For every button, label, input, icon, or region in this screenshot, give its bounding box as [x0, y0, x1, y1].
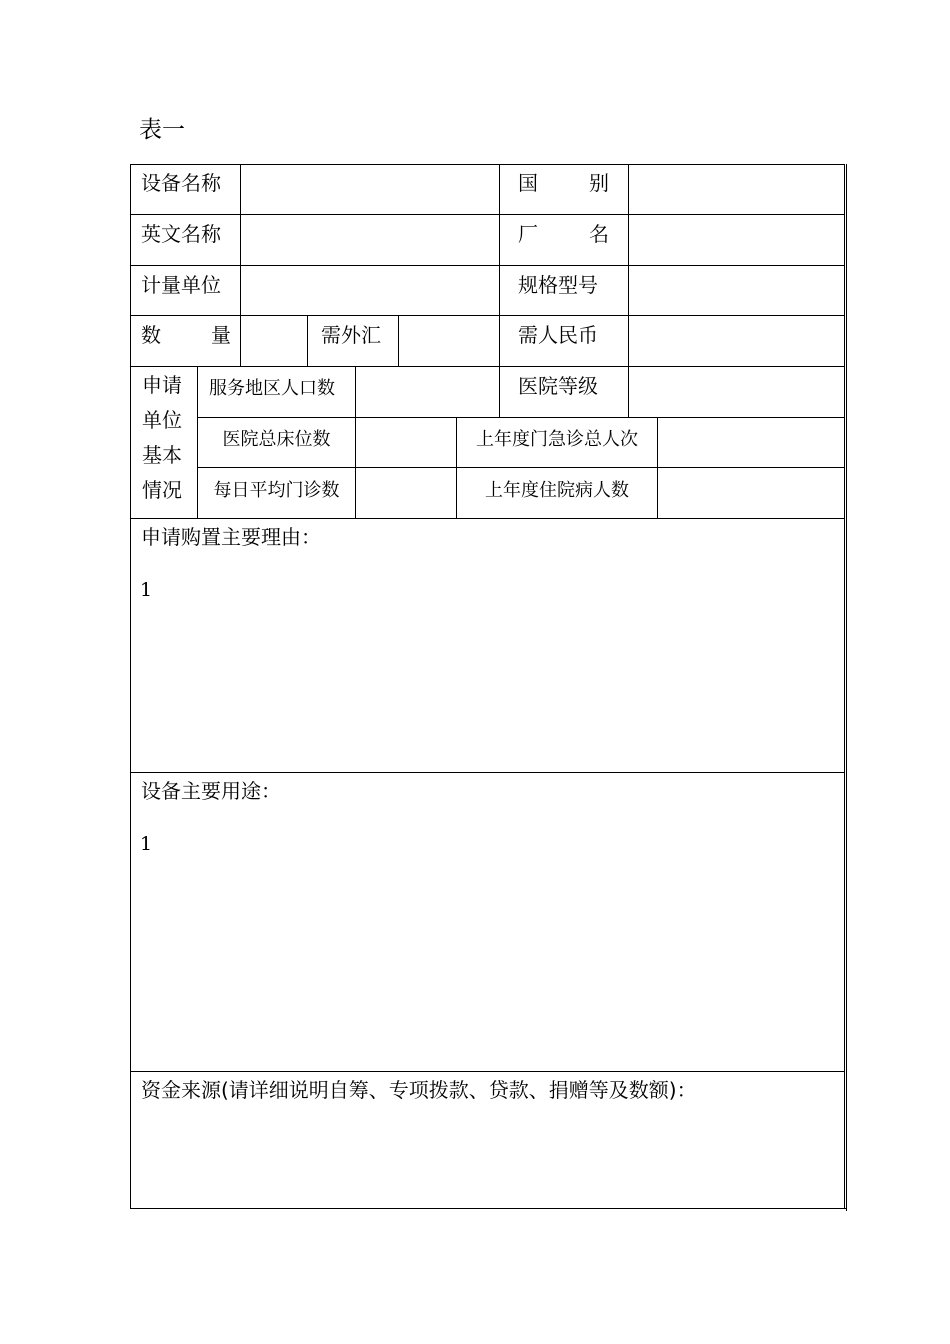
purchase-reason-value: 1 [140, 579, 153, 601]
row-divider [130, 1071, 845, 1072]
applicant-info-label-line: 单位 [142, 408, 182, 432]
service-population-label: 服务地区人口数 [209, 378, 335, 399]
manufacturer-field[interactable] [629, 215, 844, 265]
hospital-grade-field[interactable] [629, 367, 844, 417]
applicant-info-label-line: 申请 [142, 373, 182, 397]
table-border-bottom [130, 1208, 846, 1209]
quantity-field[interactable] [241, 316, 307, 366]
country-label-char-1: 国 [518, 171, 538, 195]
column-divider [499, 164, 500, 417]
foreign-currency-label: 需外汇 [321, 323, 381, 347]
rmb-label: 需人民币 [518, 323, 598, 347]
last-year-inpatient-field[interactable] [658, 468, 844, 518]
english-name-field[interactable] [241, 215, 499, 265]
spec-model-label: 规格型号 [518, 273, 598, 297]
total-beds-field[interactable] [356, 418, 456, 467]
quantity-label-char-2: 量 [211, 323, 231, 347]
manufacturer-label-char-1: 厂 [518, 222, 538, 246]
table-border-right-outer [846, 164, 847, 1211]
daily-outpatient-field[interactable] [356, 468, 456, 518]
hospital-grade-label: 医院等级 [518, 374, 598, 398]
row-divider [130, 772, 845, 773]
main-use-label: 设备主要用途： [141, 779, 281, 803]
purchase-reason-field[interactable] [131, 552, 844, 771]
service-population-field[interactable] [356, 367, 499, 417]
last-year-outpatient-label: 上年度门急诊总人次 [476, 429, 638, 450]
applicant-info-label [142, 368, 182, 508]
last-year-inpatient-label: 上年度住院病人数 [485, 480, 629, 501]
applicant-info-label-line: 基本 [142, 443, 182, 467]
manufacturer-label-char-2: 名 [589, 222, 609, 246]
spec-model-field[interactable] [629, 266, 844, 315]
table-border-right [844, 164, 845, 1209]
manufacturer-label [518, 221, 609, 247]
total-beds-label: 医院总床位数 [222, 429, 331, 450]
rmb-field[interactable] [629, 316, 844, 366]
country-label [518, 170, 609, 196]
country-field[interactable] [629, 165, 844, 214]
english-name-label: 英文名称 [141, 222, 221, 246]
main-use-value: 1 [140, 833, 153, 855]
unit-label: 计量单位 [141, 273, 221, 297]
fund-source-field[interactable] [131, 1105, 844, 1207]
page-title: 表一 [139, 117, 185, 143]
main-use-field[interactable] [131, 806, 844, 1070]
column-divider [307, 315, 308, 366]
quantity-label [141, 322, 231, 348]
fund-source-label: 资金来源(请详细说明自筹、专项拨款、贷款、捐赠等及数额)： [141, 1078, 697, 1102]
device-name-field[interactable] [241, 165, 499, 214]
device-name-label: 设备名称 [141, 171, 221, 195]
country-label-char-2: 别 [589, 171, 609, 195]
daily-outpatient-label: 每日平均门诊数 [213, 480, 340, 501]
row-divider [130, 518, 845, 519]
applicant-info-label-line: 情况 [142, 478, 182, 502]
last-year-outpatient-field[interactable] [658, 418, 844, 467]
purchase-reason-label: 申请购置主要理由： [141, 525, 321, 549]
unit-field[interactable] [241, 266, 499, 315]
quantity-label-char-1: 数 [141, 323, 161, 347]
foreign-currency-field[interactable] [399, 316, 499, 366]
